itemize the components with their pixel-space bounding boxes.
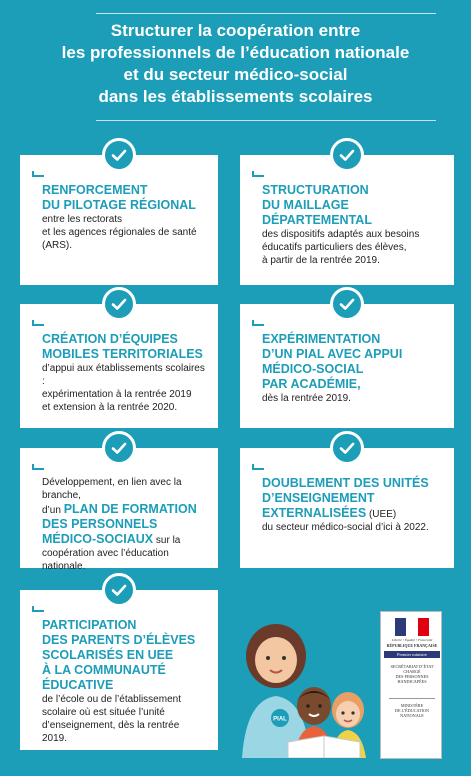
card-heading: MÉDICO-SOCIAUX — [42, 532, 154, 546]
card-text: (UEE) — [366, 509, 397, 520]
card-text: dès la rentrée 2019. — [262, 393, 351, 404]
corner-bracket-icon — [32, 320, 44, 326]
check-icon — [330, 431, 364, 465]
card-text: sur la — [153, 535, 181, 546]
corner-bracket-icon — [252, 464, 264, 470]
title-bottom-rule — [96, 120, 436, 121]
card-equipes-mobiles — [20, 304, 218, 428]
corner-bracket-icon — [252, 320, 264, 326]
card-text: d’un — [42, 505, 61, 516]
title-line: et du secteur médico-social — [123, 65, 348, 84]
logo-premier-ministre: Premier ministre — [384, 651, 440, 658]
card-heading: PARTICIPATION DES PARENTS D’ÉLÈVES SCOLARISÉS EN UEE À LA COMMUNAUTÉ ÉDUCATIVE — [42, 618, 196, 692]
card-text: entre les rectorats et les agences régionales de santé (ARS). — [42, 214, 197, 251]
card-heading: DES PERSONNELS — [42, 517, 158, 531]
card-heading: PLAN DE FORMATION — [63, 502, 197, 516]
page-title — [20, 20, 451, 108]
card-maillage-departemental — [240, 155, 454, 285]
card-text: du secteur médico-social d’ici à 2022. — [262, 522, 429, 533]
children-reading-illustration — [232, 612, 368, 758]
corner-bracket-icon — [252, 171, 264, 177]
check-icon — [102, 573, 136, 607]
title-line: dans les établissements scolaires — [98, 87, 373, 106]
title-line: les professionnels de l’éducation nationale — [61, 43, 410, 62]
corner-bracket-icon — [32, 606, 44, 612]
card-heading: CRÉATION D’ÉQUIPES MOBILES TERRITORIALES — [42, 332, 203, 361]
card-heading-block — [262, 476, 442, 521]
logo-republic: RÉPUBLIQUE FRANÇAISE — [386, 643, 438, 648]
check-icon — [102, 287, 136, 321]
card-pial — [240, 304, 454, 428]
corner-bracket-icon — [32, 464, 44, 470]
logo-motto: Liberté • Égalité • Fraternité — [391, 638, 433, 642]
card-text: des dispositifs adaptés aux besoins éducatifs particuliers des élèves, à partir de la rentrée 2019. — [262, 229, 420, 266]
pial-badge-text: PIAL — [273, 716, 287, 723]
card-heading-line — [42, 502, 206, 517]
check-icon — [102, 138, 136, 172]
card-participation-parents — [20, 590, 218, 750]
card-text: Développement, en lien avec la branche, — [42, 477, 182, 501]
card-text: de l’école ou de l’établissement scolaire où est située l’unité d’enseignement, dès la rentrée 2019. — [42, 694, 181, 744]
card-heading: EXPÉRIMENTATION D’UN PIAL AVEC APPUI MÉDICO-SOCIAL PAR ACADÉMIE, — [262, 332, 403, 391]
check-icon — [330, 287, 364, 321]
title-top-rule — [96, 13, 436, 14]
logo-ministry: MINISTÈRE DE L’ÉDUCATION NATIONALE — [394, 703, 430, 718]
card-plan-formation — [20, 448, 218, 572]
card-doublement-uee — [240, 448, 454, 568]
check-icon — [330, 138, 364, 172]
title-line: Structurer la coopération entre — [110, 21, 361, 40]
card-text: coopération avec l’éducation nationale. — [42, 548, 169, 572]
card-heading: DOUBLEMENT DES UNITÉS D’ENSEIGNEMENT EXTERNALISÉES — [262, 476, 429, 520]
card-text: d’appui aux établissements scolaires : expérimentation à la rentrée 2019 et extension à la rentrée 2020. — [42, 363, 205, 413]
card-heading: RENFORCEMENT DU PILOTAGE RÉGIONAL — [42, 183, 196, 212]
check-icon — [102, 431, 136, 465]
corner-bracket-icon — [32, 171, 44, 177]
marianne-flag-icon — [395, 618, 429, 636]
card-heading: STRUCTURATION DU MAILLAGE DÉPARTEMENTAL — [262, 183, 372, 227]
logo-divider — [389, 698, 435, 699]
card-pilotage-regional — [20, 155, 218, 285]
logo-secretariat: SECRÉTARIAT D’ÉTAT CHARGÉ DES PERSONNES HANDICAPÉES — [390, 664, 434, 684]
government-logo — [380, 611, 442, 759]
card-heading-line — [42, 532, 206, 547]
